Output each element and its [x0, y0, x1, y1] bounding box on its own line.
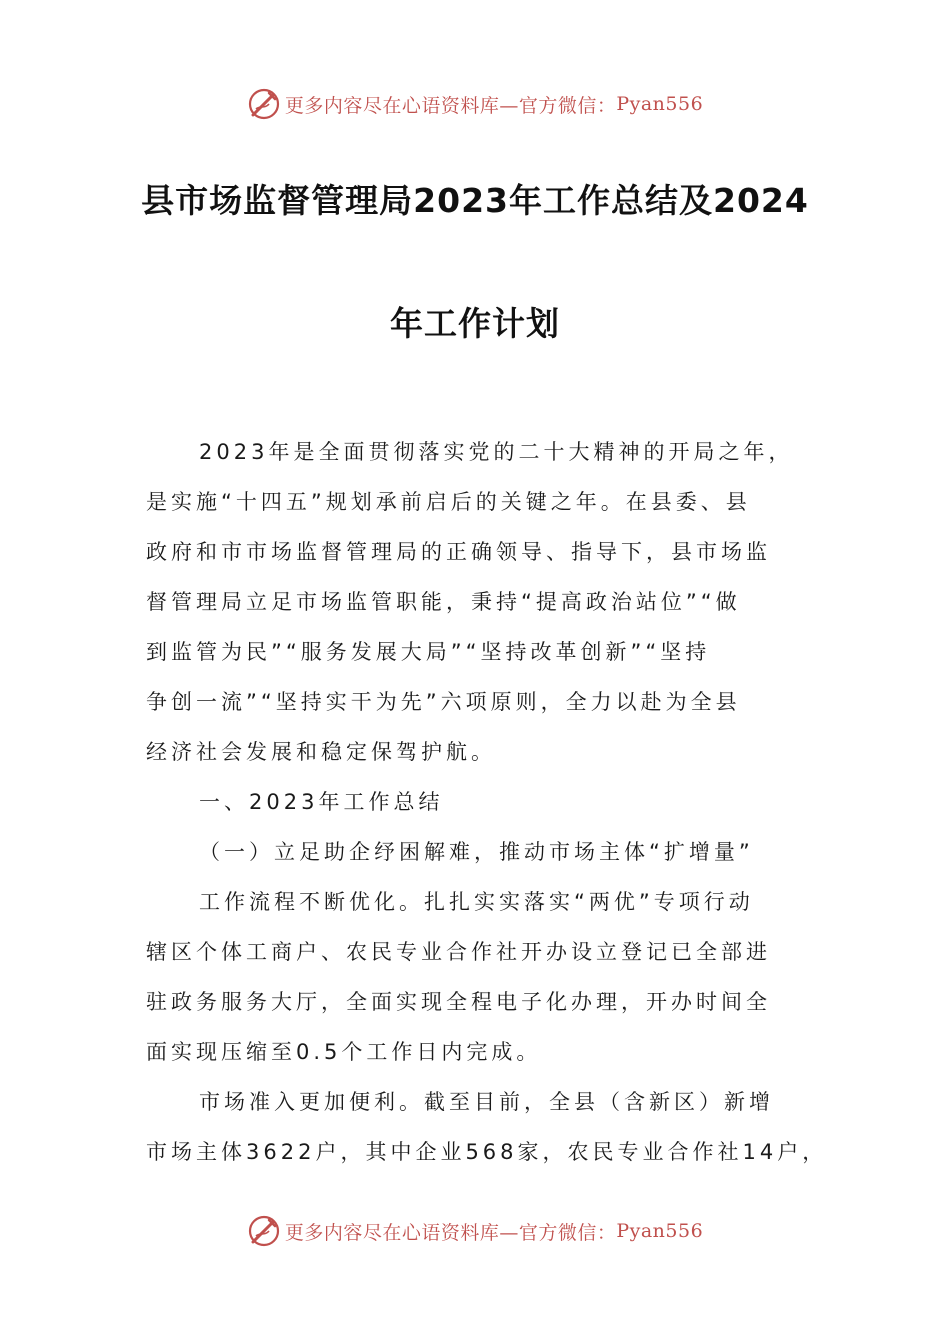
- paragraph-line: 市场准入更加便利。截至目前，全县（含新区）新增: [199, 1090, 774, 1114]
- footer-banner: [0, 1211, 950, 1251]
- paragraph-line: 工作流程不断优化。扎扎实实落实“两优”专项行动: [199, 890, 754, 914]
- paragraph-line: 是实施“十四五”规划承前启后的关键之年。在县委、县: [146, 490, 751, 514]
- banner-text: 更多内容尽在心语资料库—官方微信：: [284, 1221, 617, 1244]
- banner-wechat-id: Pyan556: [616, 93, 704, 115]
- paragraph-line: 2023年是全面贯彻落实党的二十大精神的开局之年，: [199, 440, 794, 464]
- pen-logo-icon: [247, 87, 281, 121]
- subsection-heading: （一）立足助企纾困解难，推动市场主体“扩增量”: [199, 840, 754, 864]
- section-heading: 一、2023年工作总结: [199, 790, 444, 814]
- banner-text: 更多内容尽在心语资料库—官方微信：: [284, 94, 617, 117]
- paragraph-line: 争创一流”“坚持实干为先”六项原则，全力以赴为全县: [146, 690, 741, 714]
- paragraph-line: 到监管为民”“服务发展大局”“坚持改革创新”“坚持: [146, 640, 711, 664]
- paragraph-line: 驻政务服务大厅，全面实现全程电子化办理，开办时间全: [146, 990, 771, 1014]
- banner-wechat-id: Pyan556: [616, 1220, 704, 1242]
- doc-title-line1: 县市场监督管理局2023年工作总结及2024: [141, 181, 809, 220]
- paragraph-line: 经济社会发展和稳定保驾护航。: [146, 740, 496, 764]
- paragraph-line: 督管理局立足市场监管职能，秉持“提高政治站位”“做: [146, 590, 741, 614]
- paragraph-line: 辖区个体工商户、农民专业合作社开办设立登记已全部进: [146, 940, 771, 964]
- doc-title-line2: 年工作计划: [390, 304, 560, 343]
- paragraph-line: 市场主体3622户，其中企业568家，农民专业合作社14户，: [146, 1140, 828, 1164]
- paragraph-line: 政府和市市场监督管理局的正确领导、指导下，县市场监: [146, 540, 771, 564]
- paragraph-line: 面实现压缩至0.5个工作日内完成。: [146, 1040, 542, 1064]
- pen-logo-icon: [247, 1214, 281, 1248]
- header-banner: [0, 84, 950, 124]
